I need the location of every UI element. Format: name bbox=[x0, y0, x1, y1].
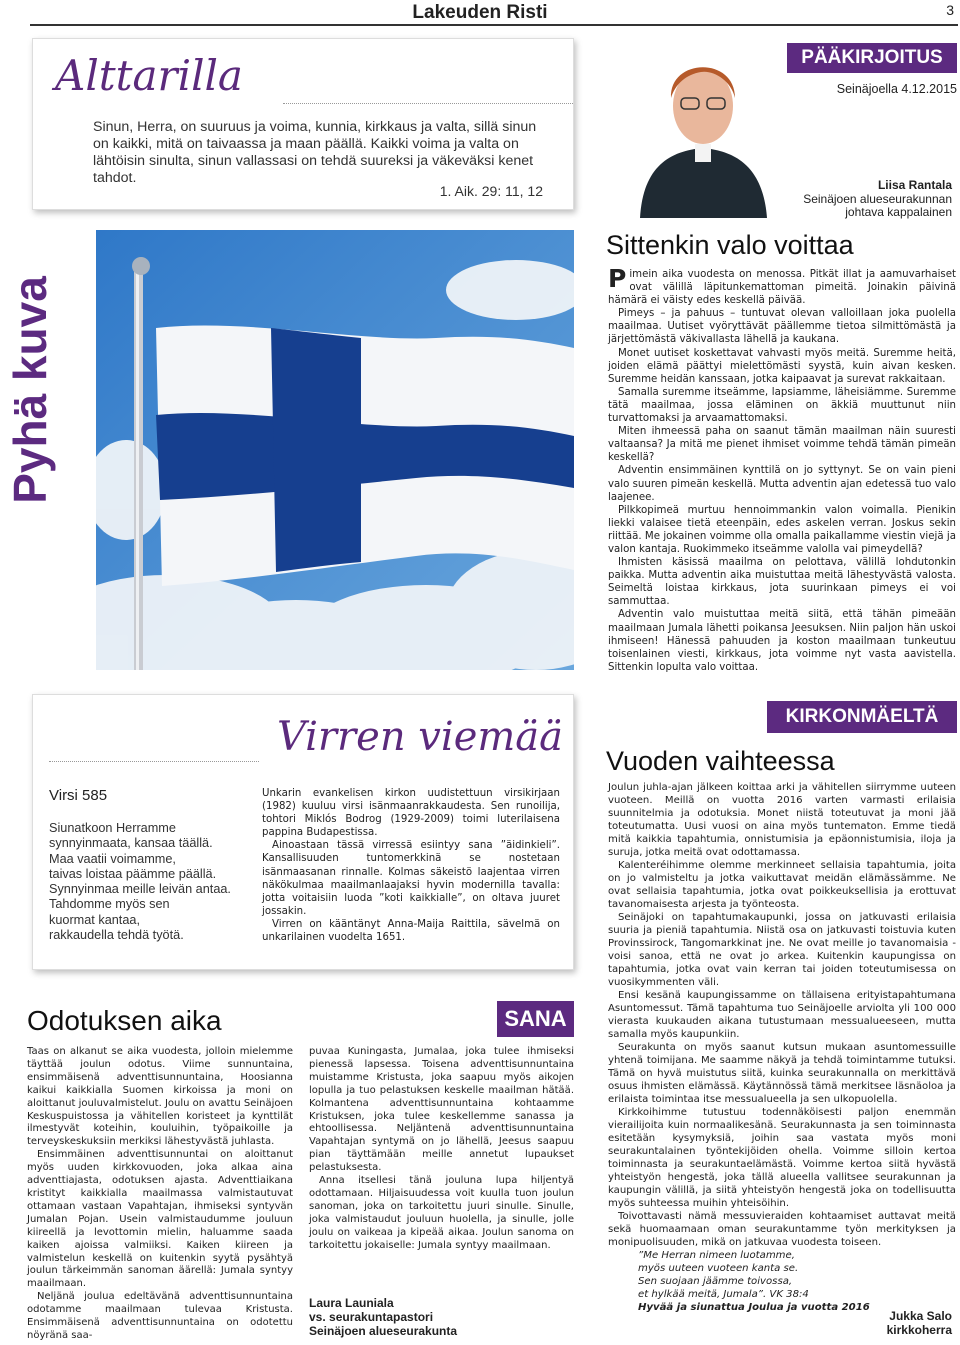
kirkonmaelta-greeting: Hyvää ja siunattua Joulua ja vuotta 2016 bbox=[638, 1302, 870, 1313]
kirkonmaelta-paragraph: Kalenteréihimme olemme merkinneet sellaisia tapahtumia, joita on jo valmisteltu ja jotka vaikuttavat meidän elämässämme. Ne ovat sellaisia tapahtumia, jotka ovat poikkeuksellisia ja erottuvat tavanomaisesta arjesta ja työnteosta. bbox=[608, 860, 956, 910]
paakirjoitus-paragraph: Adventin valo muistuttaa meitä siitä, että tähän pimeään maailmaan Jumala lähetti poikansa Jeesuksen. Niin paljon hän uskoi ihmiseen! Hänessä pahuuden ja koston maailmaan tunkeutuu toisenlainen viesti, kirkkaus, jota voimme nyt vasta aavistella. Sittenkin lopulta valo voittaa. bbox=[608, 609, 956, 673]
paakirjoitus-body bbox=[608, 264, 956, 674]
virren-paragraph: Unkarin evankelisen kirkon uudistettuun virsikirjaan (1982) kuuluu virsi isänmaanrakkaudesta. Sen runoilija, tohtori Miklós Bodrog (1929-2009) toimi luterilaisena pappina Budapestissa. bbox=[262, 788, 560, 839]
odotuksen-paragraph: puvaa Kuningasta, Jumalaa, joka tulee ihmiseksi pienessä lapsessa. Toisena adventtisunnuntaina muistamme Kristusta, joka saapuu myös aikojen lopulla ja tuo pelastuksen keskelle maailman hätää. Kolmantena adventtisunnuntaina kohtaamme Kristuksen, joka tulee keskellemme sanassa ja ehtoollisessa. Neljäntenä adventtisunnuntaina Vapahtajan syntymä on jo lähellä, Jeesus saapuu pian täyttämään meille annetut lupaukset pelastuksesta. bbox=[309, 1046, 574, 1174]
kirkonmaelta-author-title: kirkkoherra bbox=[886, 1323, 952, 1337]
odotuksen-aika-col1 bbox=[27, 1046, 293, 1343]
paakirjoitus-paragraph: Samalla suremme itseämme, lapsiamme, läheisiämme. Suremme tätä maailmaa, jossa eläminen on äkkiä muuttunut niin turvattomaksi ja arvaamattomaksi. bbox=[608, 386, 956, 425]
alttarilla-verse: Sinun, Herra, on suuruus ja voima, kunnia, kirkkaus ja valta, sillä sinun on kaikki, mitä on taivaassa ja maan päällä. Kaikki voima ja valta on lähtöisin sinulta, sinun vallassasi on tehdä suureksi ja väkeväksi kenet tahdot. bbox=[93, 119, 537, 186]
paakirjoitus-tag: PÄÄKIRJOITUS bbox=[787, 43, 957, 73]
kirkonmaelta-paragraph: Seurakunta on myös saanut kutsun mukaan asuntomessuille yhtenä toimijana. Me saamme näkyä ja tehdä toimintamme tutuksi. Tämä on hyvä muistutus siitä, kuinka seurakunnalla on merkittävä osuus ihmisten elämässä. Käytännössä tämä merkitsee läsnäoloa ja erilaista toimintaa itse messualueella ja sen ulkopuolella. bbox=[608, 1042, 956, 1105]
kirkonmaelta-quote bbox=[638, 1249, 956, 1301]
finnish-flag-photo bbox=[96, 230, 574, 670]
alttarilla-heading-rule bbox=[283, 103, 573, 104]
hymn-line: Maa vaatii voimamme, bbox=[49, 851, 176, 866]
hymn-line: Synnyinmaa meille leivän antaa. bbox=[49, 882, 231, 897]
kirkonmaelta-body bbox=[608, 781, 956, 1314]
page-number: 3 bbox=[946, 2, 954, 18]
virren-viemaa-heading: Virren viemää bbox=[276, 714, 563, 760]
virren-viemaa-heading-rule bbox=[49, 761, 259, 762]
virren-viemaa-body bbox=[262, 787, 560, 944]
virren-paragraph: Ainoastaan tässä virressä esiintyy sana ”äidinkieli”. Kansallisuuden tuntomerkkinä se nostetaan isänmaasanan rinnalle. Kolmas säkeistö laajentaa virren näkökulmaa maailmanlaajaksi hyvin modernilla tavalla: jotta voitaisiin luoda ”koti kaikkialle”, on oltava juuret jossakin. bbox=[262, 840, 560, 917]
dropcap: P bbox=[608, 264, 627, 293]
odotuksen-author-parish: Seinäjoen alueseurakunta bbox=[309, 1324, 458, 1338]
hymn-line: rakkaudella tehdä työtä. bbox=[49, 928, 184, 943]
virren-viemaa-box bbox=[32, 694, 574, 970]
quote-line: myös uuteen vuoteen kanta se. bbox=[638, 1263, 799, 1274]
kirkonmaelta-paragraph: Toivottavasti nämä messuvieraiden kohtaamiset auttavat meitä sekä huomaamaan oman seurakuntamme työn merkityksen ja monipuolisuuden, mikä on jatkuvaa vuodesta toiseen. bbox=[608, 1211, 956, 1248]
odotuksen-paragraph: Ensimmäinen adventtisunnuntai on aloittanut myös uuden kirkkovuoden, joka alkaa aina adventtiajasta, odotuksen ajasta. Adventtiaikana kristityt kaikkialla maailmassa valmistautuvat ottamaan vastaan Vapahtajan, ihmiseksi syntyvän Jumalan Pojan. Usein valmistaudumme jouluun kiireellä ja levottomin mielin, haluamme saada kaiken ajoissa valmiiksi. Kaiken kiireen ja valmistelun keskellä on kuitenkin syytä pysähtyä joulun tärkeimmän sanoman äärellä: Jumala syntyy maailmaan. bbox=[27, 1149, 293, 1290]
paakirjoitus-dateline: Seinäjoella 4.12.2015 bbox=[836, 82, 957, 96]
quote-line: Sen suojaan jäämme toivossa, bbox=[638, 1276, 793, 1287]
paakirjoitus-author-title-2: johtava kappalainen bbox=[845, 205, 952, 219]
odotuksen-paragraph: Neljänä joulua edeltävänä adventtisunnuntaina odotamme maailmaan tulevaa Kristusta. Ensimmäisenä adventtisunnuntaina on odotettu nöyränä saa- bbox=[27, 1291, 293, 1341]
paakirjoitus-author-title-1: Seinäjoen alueseurakunnan bbox=[803, 192, 952, 206]
hymn-line: synnyinmaata, kansaa täällä. bbox=[49, 836, 213, 851]
odotuksen-aika-col2 bbox=[309, 1046, 574, 1253]
kirkonmaelta-author-name: Jukka Salo bbox=[889, 1309, 952, 1323]
paakirjoitus-paragraph: Ihmisten käsissä maailma on pelottava, välillä lohdutonkin paikka. Mutta adventin aika muistuttaa meitä lähestyvästä valosta. Seimeltä loistaa kirkkaus, jota suurinkaan pimeys ei voi sammuttaa. bbox=[608, 557, 956, 608]
paakirjoitus-paragraph: Monet uutiset koskettavat vahvasti myös meitä. Suremme heitä, joiden elämä päättyi mielettömästi syystä, kuin aivan kesken. Suremme heidän kanssaan, jotka kaipaavat ja surevat rakkaitaan. bbox=[608, 347, 956, 385]
odotuksen-author bbox=[309, 1296, 457, 1338]
author-portrait bbox=[635, 36, 770, 218]
quote-line: et hylkää meitä, Jumala”. VK 38:4 bbox=[638, 1289, 809, 1300]
paakirjoitus-title: Sittenkin valo voittaa bbox=[606, 230, 854, 260]
alttarilla-box bbox=[32, 38, 574, 210]
hymn-number: Virsi 585 bbox=[49, 787, 108, 804]
kirkonmaelta-paragraph: Seinäjoki on tapahtumakaupunki, jossa on jatkuvasti erilaisia suuria ja pieniä tapahtumia. Niistä osa on jatkuvasti toistuvia kuten Provinssirock, Tangomarkkinat jne. Ne ovat meille jo tavanomaisia - voisi sanoa, että ne ovat jo arkea. Kuitenkin kaupungissa on tapahtumia, jotka ovat vain kerran tai joiden toteutumisessa on vuosikymmenten väli. bbox=[608, 912, 956, 988]
kirkonmaelta-paragraph: Kirkkoihimme tutustuu todennäköisesti paljon enemmän vierailijoita kuin normaalikesänä. Seurakunnasta ja sen toiminnasta esitetään kysymyksiä, joihin saa vastata myös moni seurakuntalainen työntekijöiden ohella. Voimme silloin kertoa toiminnasta ja seurakuntaelämästä. Voimme kertoa siitä hyvästä yhteistyön hengestä, joka tällä alueella vallitsee seurakunnan ja kaupungin välillä, ja siitä yhteistyön hengestä joka on todellisuutta myös suhteessa muihin yhteisöihin. bbox=[608, 1107, 956, 1209]
kirkonmaelta-author bbox=[860, 1309, 952, 1337]
hymn-line: kuormat kantaa, bbox=[49, 912, 140, 927]
odotuksen-paragraph: Anna itsellesi tänä jouluna lupa hiljentyä odottamaan. Hiljaisuudessa voit kuulla tuon joulun sanoman, joka on tarkoitettu juuri sinulle. Sinulle, joka valmistaudut jouluun huolella, ja sinulle, jolle joulu on vaikeaa ja kipeää aikaa. Joulun sanoma on tarkoitettu jokaiselle: Jumala syntyy maailmaan. bbox=[309, 1175, 574, 1251]
odotuksen-author-name: Laura Launiala bbox=[309, 1296, 394, 1310]
kirkonmaelta-paragraph: Joulun juhla-ajan jälkeen koittaa arki ja vähitellen siirrymme uuteen vuoteen. Meillä on vuotta 2016 varten varmasti erilaisia suunnitelmia ja odotuksia. Monet niistä toteutuvat ja moni jää toteutumatta. Uusi vuosi on aina myös tuntematon. Emme tiedä mitä kaikkia tapahtumia, onnistumisia ja epäonnistumisia, iloja ja suruja, jotka meitä ovat odottamassa. bbox=[608, 782, 956, 858]
quote-line: ”Me Herran nimeen luotamme, bbox=[638, 1250, 795, 1261]
kirkonmaelta-paragraph: Ensi kesänä kaupungissamme on tällaisena erityistapahtumana Asuntomessut. Tämä tapahtuma tuo Seinäjoelle arviolta yli 100 000 vierasta kuukauden aikana tutustumaan messualueeseen, mutta samalla myös kaupunkiin. bbox=[608, 990, 956, 1040]
paakirjoitus-paragraph: Adventin ensimmäinen kynttilä on jo syttynyt. Se on vain pieni valo suuren pimeän keskellä. Mutta adventin ajan edetessä tuo valo laajenee. bbox=[608, 465, 956, 503]
paakirjoitus-paragraph: Pilkkopimeä murtuu hennoimmankin valon voimalla. Pienikin liekki valaisee tietä eteenpäin, edes askelen verran. Joskus sekin riittää. Me jokainen voimme olla omalla paikallamme viestin viejä ja valon kantaja. Ruokimmeko itseämme valolla vai pimeydellä? bbox=[608, 504, 956, 555]
paakirjoitus-paragraph: Pimeys – ja pahuus – tuntuvat olevan valloillaan joka puolella maailmaa. Uutiset vyöryttävät päällemme tietoa silmittömästä ja järjettömästä väkivallasta lähellä ja kaukana. bbox=[608, 308, 956, 346]
virren-paragraph: Virren on kääntänyt Anna-Maija Raittila, sävelmä on unkarilainen vuodelta 1651. bbox=[262, 918, 560, 944]
hymn-verse bbox=[49, 821, 264, 943]
odotuksen-paragraph: Taas on alkanut se aika vuodesta, jolloin mielemme täyttää joulun odotus. Viime sunnuntaina, ensimmäisenä adventtisunnuntaina, Hoosianna kaikui kaikkialla Suomen kirkoissa ja moni on aloittanut jouluvalmistelut. Joulu on avattu Seinäjoen Keskuspuistossa ja vähitellen koristeet ja kynttilät ilmestyvät koteihin, kouluihin, työpaikoille ja terveyskeskuksiin merkiksi lähestyvästä juhlasta. bbox=[27, 1046, 293, 1148]
alttarilla-heading: Alttarilla bbox=[55, 51, 243, 100]
header-rule bbox=[30, 24, 958, 26]
newspaper-title: Lakeuden Risti bbox=[412, 2, 548, 23]
kirkonmaelta-tag: KIRKONMÄELTÄ bbox=[767, 701, 957, 733]
paakirjoitus-first-para-text: imein aika vuodesta on menossa. Pitkät illat ja aamuvarhaiset ovat välillä läpitunkemattoman pimeitä. Joinakin päivinä hämärä ei väisty edes keskellä päivää. bbox=[608, 269, 956, 307]
odotuksen-author-title: vs. seurakuntapastori bbox=[309, 1310, 434, 1324]
hymn-line: Tahdomme myös sen bbox=[49, 897, 170, 912]
paakirjoitus-author-name: Liisa Rantala bbox=[877, 178, 952, 192]
hymn-line: Siunatkoon Herramme bbox=[49, 821, 176, 835]
paakirjoitus-paragraph: Miten ihmeessä paha on saanut tämän maailman näin suuresti valtaansa? Ja mitä me pienet ihmiset voimme tehdä tämän pimeän keskellä? bbox=[608, 426, 956, 464]
sana-tag: SANA bbox=[497, 1001, 574, 1037]
alttarilla-reference: 1. Aik. 29: 11, 12 bbox=[439, 183, 543, 199]
pyha-kuva-label: Pyhä kuva bbox=[4, 276, 56, 504]
hymn-line: taivas loistaa päämme päällä. bbox=[49, 866, 217, 881]
paakirjoitus-first-paragraph bbox=[608, 264, 956, 307]
kirkonmaelta-title: Vuoden vaihteessa bbox=[606, 746, 835, 776]
odotuksen-aika-title: Odotuksen aika bbox=[27, 1005, 222, 1036]
